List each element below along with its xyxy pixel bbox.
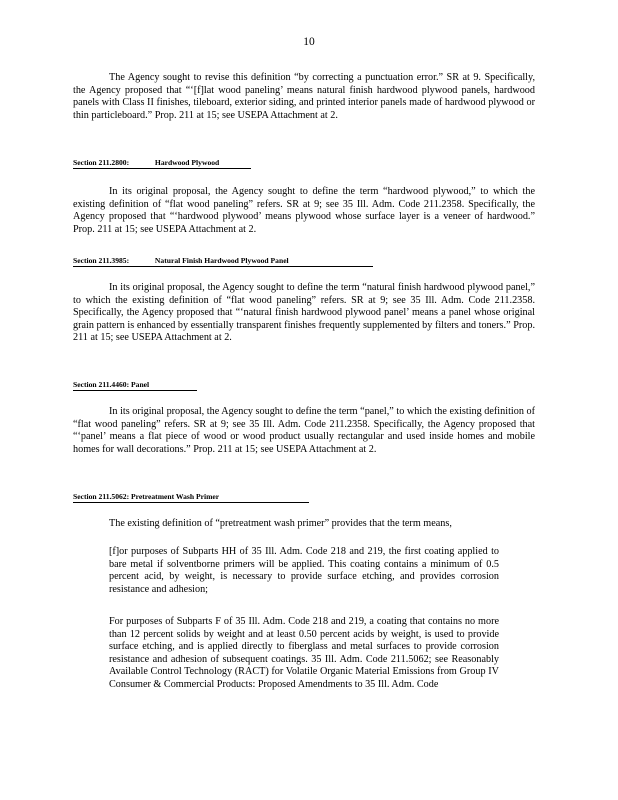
paragraph-natural-finish bbox=[73, 282, 535, 345]
section-title: Panel bbox=[131, 380, 150, 389]
section-heading-natural-finish bbox=[73, 256, 289, 265]
paragraph-text: In its original proposal, the Agency sought to define the term “hardwood plywood,” to which the existing definition of “flat wood paneling” refers. SR at 9; see 35 Ill. Adm. Code 211.2358. Specifically, the Agency proposed that “‘hardwood plywood’ means plywood whose surface layer is a veneer of hardwood.” Prop. 211 at 15; see USEPA Attachment at 2. bbox=[73, 186, 535, 235]
section-title: Natural Finish Hardwood Plywood Panel bbox=[154, 256, 289, 265]
paragraph-hardwood-plywood bbox=[73, 186, 535, 236]
paragraph-text: In its original proposal, the Agency sought to define the term “natural finish hardwood plywood panel,” to which the existing definition of “flat wood paneling” refers. SR at 9; see 35 Ill. Adm. Code 211.2358. Specifically, the Agency proposed that “‘natural finish hardwood plywood panel’ means a panel whose original grain pattern is enhanced by essentially transparent finishes frequently supplemented by filters and toners.” Prop. 211 at 15; see USEPA Attachment at 2. bbox=[73, 282, 535, 344]
paragraph-text: The Agency sought to revise this definition “by correcting a punctuation error.” SR at 9. Specifically, the Agency proposed that “‘[f]lat wood paneling’ means natural finish hardwood plywood panels, hardwood panels with Class II finishes, tileboard, exterior siding, and printed interior panels made of hardwood plywood or thin particleboard.” Prop. 211 at 15; see USEPA Attachment at 2. bbox=[73, 72, 535, 121]
section-underline bbox=[73, 266, 373, 267]
section-heading-panel bbox=[73, 380, 149, 389]
section-number: Section 211.4460: bbox=[73, 380, 130, 389]
section-number: Section 211.5062: bbox=[73, 492, 130, 501]
quoted-definition-subpart-hh: [f]or purposes of Subparts HH of 35 Ill. Adm. Code 218 and 219, the first coating applied to bare metal if solventborne primers will be applied. This coating contains a minimum of 0.5 percent acid, by weight, is necessary to provide surface etching, and provides corrosion resistance and adhesion; bbox=[109, 546, 499, 595]
section-underline bbox=[73, 502, 309, 503]
section-heading-pretreatment bbox=[73, 492, 219, 501]
paragraph-text: In its original proposal, the Agency sought to define the term “panel,” to which the existing definition of “flat wood paneling” refers. SR at 9; see 35 Ill. Adm. Code 211.2358. Specifically, the Agency proposed that “‘panel’ means a flat piece of wood or wood product usually rectangular and used inside homes and mobile homes for wall decorations.” Prop. 211 at 15; see USEPA Attachment at 2. bbox=[73, 406, 535, 455]
paragraph-panel bbox=[73, 406, 535, 456]
section-number: Section 211.2800: bbox=[73, 158, 130, 167]
section-title: Pretreatment Wash Primer bbox=[131, 492, 220, 501]
pretreatment-intro: The existing definition of “pretreatment wash primer” provides that the term means, bbox=[109, 518, 452, 529]
section-title: Hardwood Plywood bbox=[154, 158, 220, 167]
section-number: Section 211.3985: bbox=[73, 256, 130, 265]
section-underline bbox=[73, 168, 251, 169]
quoted-definition-subpart-f: For purposes of Subparts F of 35 Ill. Adm. Code 218 and 219, a coating that contains no more than 12 percent solids by weight and at least 0.50 percent acids by weight, is used to provide surface etching, and is applied directly to fiberglass and metal surfaces to provide corrosion resistance and adhesion of subsequent coatings. 35 Ill. Adm. Code 211.5062; see Reasonably Available Control Technology (RACT) for Volatile Organic Material Emissions from Group IV Consumer & Commercial Products: Proposed Amendments to 35 Ill. Adm. Code bbox=[109, 616, 499, 690]
section-heading-hardwood-plywood bbox=[73, 158, 219, 167]
section-underline bbox=[73, 390, 197, 391]
page-number: 10 bbox=[303, 36, 315, 48]
paragraph-flat-wood-paneling bbox=[73, 72, 535, 122]
